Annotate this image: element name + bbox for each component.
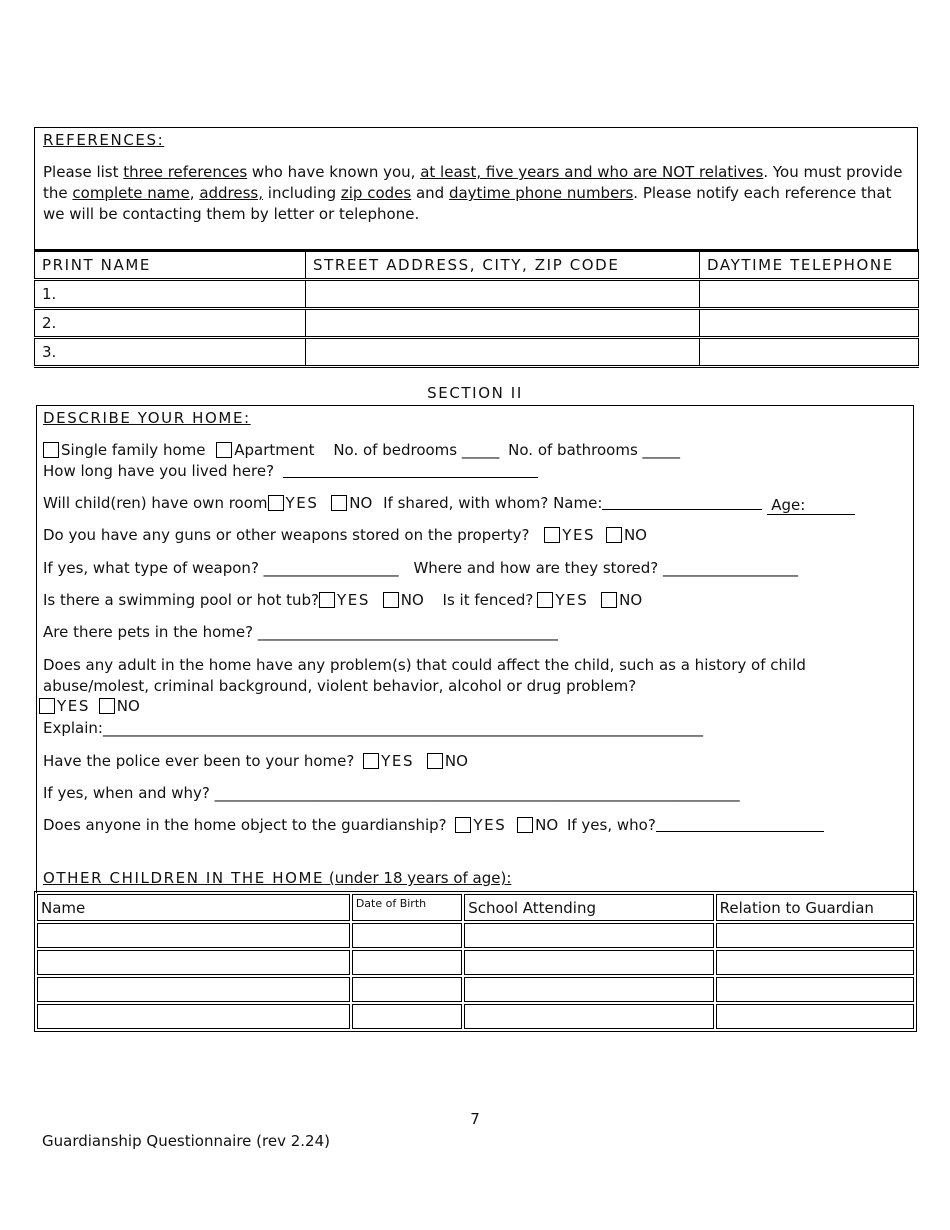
section-title: SECTION II (427, 384, 523, 402)
child-relation-field[interactable] (716, 950, 914, 975)
reference-name-field[interactable]: 2. (35, 309, 306, 338)
child-name-field[interactable] (37, 1004, 350, 1029)
table-row (37, 923, 914, 948)
child-relation-field[interactable] (716, 923, 914, 948)
describe-home-box (36, 405, 914, 893)
object-yes-checkbox[interactable] (455, 817, 471, 833)
column-header-telephone: DAYTIME TELEPHONE (700, 251, 919, 280)
table-header-row (35, 251, 919, 280)
object-line: Does anyone in the home object to the guardianship? YES NO If yes, who? (43, 816, 824, 834)
weapon-type-field[interactable]: If yes, what type of weapon? __________________ (43, 559, 399, 577)
fenced-yes-checkbox[interactable] (537, 592, 553, 608)
other-children-title: OTHER CHILDREN IN THE HOME (under 18 years of age): (43, 869, 512, 887)
reference-name-field[interactable]: 1. (35, 280, 306, 309)
child-school-field[interactable] (464, 950, 713, 975)
reference-name-field[interactable]: 3. (35, 338, 306, 367)
adult-problem-question: Does any adult in the home have any problem(s) that could affect the child, such as a history of child abuse/molest, criminal background, violent behavior, alcohol or drug problem? (43, 656, 806, 695)
how-long-field[interactable] (283, 477, 538, 478)
child-dob-field[interactable] (352, 1004, 462, 1029)
table-row (37, 1004, 914, 1029)
police-no-checkbox[interactable] (427, 753, 443, 769)
own-room-no-checkbox[interactable] (331, 495, 347, 511)
pool-no-checkbox[interactable] (383, 592, 399, 608)
references-title: REFERENCES: (43, 131, 165, 149)
reference-phone-field[interactable] (700, 280, 919, 309)
references-instructions: Please list three references who have known you, at least, five years and who are NOT relatives. You must provide the complete name, address, including zip codes and daytime phone numbers. Please notify each reference that we will be contacting them by letter or telephone. (43, 163, 903, 223)
pets-field[interactable]: Are there pets in the home? ________________________________________ (43, 623, 558, 641)
reference-address-field[interactable] (306, 338, 700, 367)
object-who-field[interactable] (656, 831, 824, 832)
table-row (35, 309, 919, 338)
column-header-relation: Relation to Guardian (716, 894, 914, 921)
other-children-table (34, 891, 917, 1032)
pool-line: Is there a swimming pool or hot tub? YES NO Is it fenced? YES NO (43, 591, 643, 609)
own-room-yes-checkbox[interactable] (268, 495, 284, 511)
references-table (34, 249, 919, 368)
weapon-line (43, 559, 798, 577)
child-school-field[interactable] (464, 977, 713, 1002)
shared-age-field[interactable]: Age: (767, 496, 855, 515)
child-school-field[interactable] (464, 1004, 713, 1029)
pool-yes-checkbox[interactable] (319, 592, 335, 608)
police-why-field[interactable]: If yes, when and why? ______________________________________________________________________ (43, 784, 740, 802)
guns-no-checkbox[interactable] (606, 527, 622, 543)
shared-name-field[interactable] (602, 509, 762, 510)
footer-text: Guardianship Questionnaire (rev 2.24) (42, 1132, 330, 1150)
bedrooms-field[interactable]: No. of bedrooms _____ (333, 441, 500, 459)
own-room-line: Will child(ren) have own room YES NO If shared, with whom? Name: Age: (43, 494, 855, 515)
child-relation-field[interactable] (716, 977, 914, 1002)
bathrooms-field[interactable]: No. of bathrooms _____ (508, 441, 681, 459)
problem-answer-line: YES NO (39, 697, 140, 715)
object-no-checkbox[interactable] (517, 817, 533, 833)
table-row (35, 280, 919, 309)
police-yes-checkbox[interactable] (363, 753, 379, 769)
problem-no-checkbox[interactable] (99, 698, 115, 714)
table-row (35, 338, 919, 367)
guns-line: Do you have any guns or other weapons stored on the property? YES NO (43, 526, 647, 544)
table-header-row (37, 894, 914, 921)
fenced-no-checkbox[interactable] (601, 592, 617, 608)
column-header-print-name: PRINT NAME (35, 251, 306, 280)
problem-yes-checkbox[interactable] (39, 698, 55, 714)
weapon-stored-field[interactable]: Where and how are they stored? __________________ (413, 559, 799, 577)
home-type-line: Single family home Apartment No. of bedrooms _____ No. of bathrooms _____ (43, 441, 680, 459)
reference-phone-field[interactable] (700, 309, 919, 338)
column-header-address: STREET ADDRESS, CITY, ZIP CODE (306, 251, 700, 280)
column-header-date-of-birth: Date of Birth (352, 894, 462, 921)
references-box (34, 127, 918, 250)
child-name-field[interactable] (37, 923, 350, 948)
explain-field[interactable]: Explain:________________________________________________________________________________ (43, 719, 703, 737)
police-line: Have the police ever been to your home? YES NO (43, 752, 468, 770)
child-dob-field[interactable] (352, 977, 462, 1002)
table-row (37, 950, 914, 975)
column-header-name: Name (37, 894, 350, 921)
describe-home-title: DESCRIBE YOUR HOME: (43, 409, 251, 427)
reference-address-field[interactable] (306, 309, 700, 338)
child-relation-field[interactable] (716, 1004, 914, 1029)
child-school-field[interactable] (464, 923, 713, 948)
page-number: 7 (470, 1110, 480, 1128)
single-family-checkbox[interactable] (43, 442, 59, 458)
apartment-checkbox[interactable] (216, 442, 232, 458)
how-long-line: How long have you lived here? (43, 462, 538, 480)
child-dob-field[interactable] (352, 923, 462, 948)
child-name-field[interactable] (37, 977, 350, 1002)
child-dob-field[interactable] (352, 950, 462, 975)
child-name-field[interactable] (37, 950, 350, 975)
column-header-school: School Attending (464, 894, 713, 921)
reference-phone-field[interactable] (700, 338, 919, 367)
reference-address-field[interactable] (306, 280, 700, 309)
table-row (37, 977, 914, 1002)
guns-yes-checkbox[interactable] (544, 527, 560, 543)
